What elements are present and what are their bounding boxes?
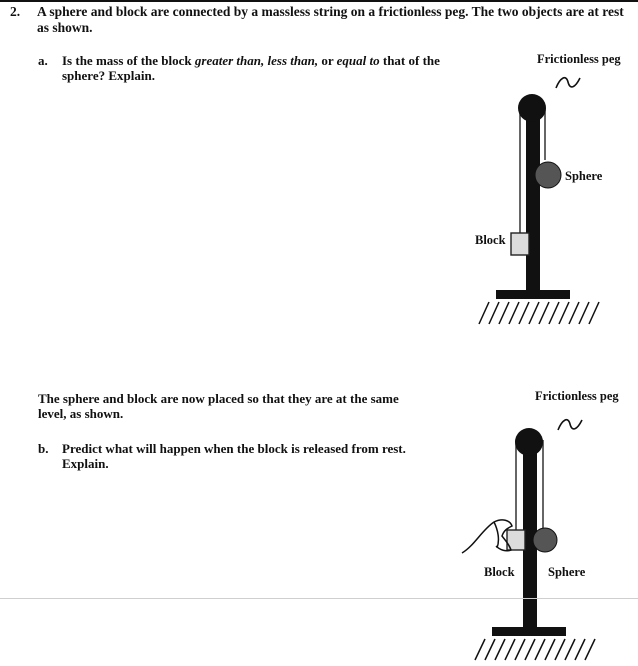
figure-2-peg-pointer (558, 420, 582, 430)
question-number: 2. (10, 4, 21, 19)
part-a-text-before: Is the mass of the block (62, 53, 195, 68)
figure-1-peg-label: Frictionless peg (537, 52, 621, 66)
paragraph-same-level: The sphere and block are now placed so that they are at the same level, as shown. (38, 391, 399, 421)
part-b-text: Predict what will happen when the block is released from rest. Explain. (62, 441, 406, 471)
figure-2-sphere (533, 528, 557, 552)
bottom-rule (0, 598, 638, 599)
part-a-emphasis-1: greater than, less than, (194, 53, 319, 68)
figure-2-peg (515, 428, 543, 456)
figure-1-sphere-label: Sphere (565, 169, 603, 183)
figure-2-ground-hatching (475, 639, 595, 660)
part-a-emphasis-2: equal to (336, 53, 380, 68)
part-a-text-after: that of the sphere? Explain. (62, 53, 440, 83)
figure-2-block-label: Block (484, 565, 515, 579)
part-a-text-mid: or (318, 53, 337, 68)
figure-2-sphere-label: Sphere (548, 565, 586, 579)
part-a-label: a. (38, 53, 48, 68)
figure-1-block-label: Block (475, 233, 506, 247)
figure-2-hand (462, 520, 512, 553)
question-text: A sphere and block are connected by a massless string on a frictionless peg. The two objects are at rest as shown. (37, 4, 624, 35)
part-b-label: b. (38, 441, 49, 456)
figure-2-base (492, 627, 566, 636)
figure-2-peg-label: Frictionless peg (535, 389, 619, 403)
